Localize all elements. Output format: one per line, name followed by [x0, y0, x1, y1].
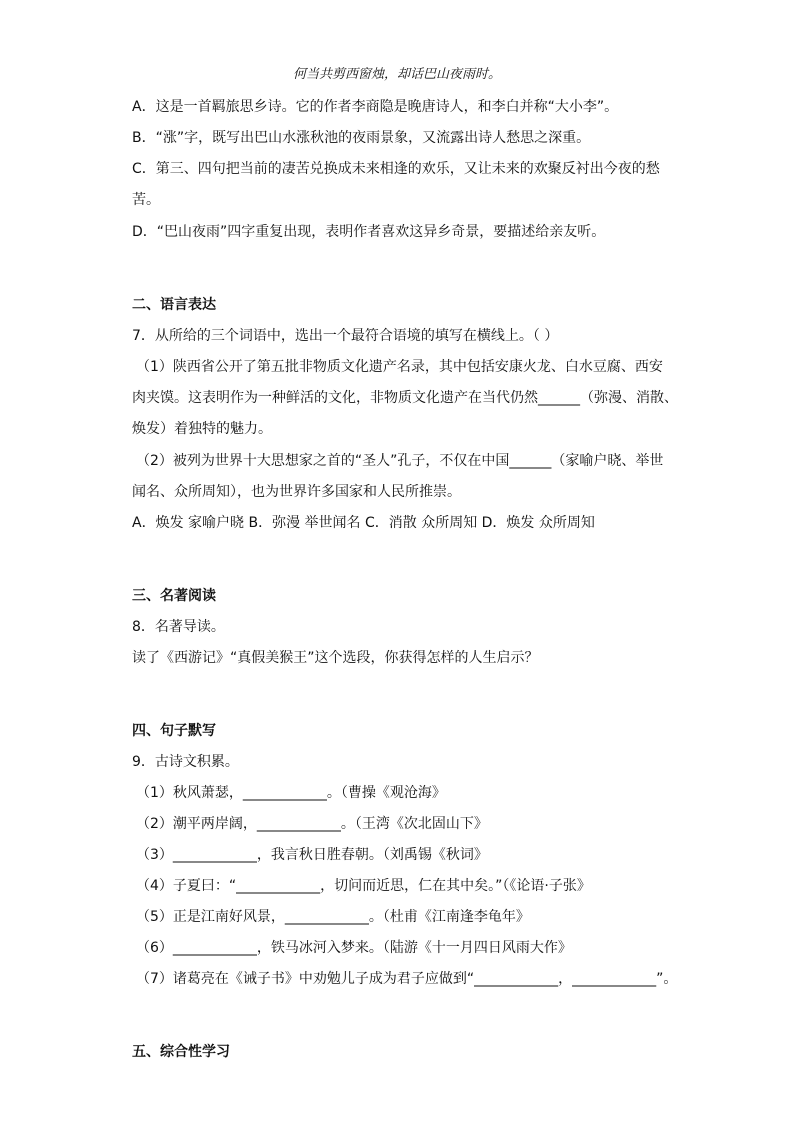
q6-option-c-line2: 苦。: [132, 192, 160, 208]
q8-stem: 8．名著导读。: [132, 619, 225, 635]
section-heading-recitation: 四、句子默写: [132, 723, 216, 739]
section-heading-classics-reading: 三、名著阅读: [132, 588, 216, 604]
q6-option-c-line1: C．第三、四句把当前的凄苦兑换成未来相逢的欢乐，又让未来的欢聚反衬出今夜的愁: [132, 161, 660, 177]
q7-part2-line2: 闻名、众所周知），也为世界许多国家和人民所推崇。: [132, 484, 461, 500]
q9-item: （4）子夏曰：“____________，切问而近思，仁在其中矣。”（《论语·子张》: [136, 878, 591, 894]
q9-item: （1）秋风萧瑟，____________。（曹操《观沧海》: [136, 785, 446, 801]
section-heading-comprehensive-learning: 五、综合性学习: [132, 1044, 230, 1060]
q7-part1-line1: （1）陕西省公开了第五批非物质文化遗产名录，其中包括安康火龙、白水豆腐、西安: [136, 359, 663, 375]
poem-line: 何当共剪西窗烛，却话巴山夜雨时。: [292, 67, 501, 82]
q8-text: 读了《西游记》“真假美猴王”这个选段，你获得怎样的人生启示？: [132, 650, 539, 666]
q6-option-d: D．“巴山夜雨”四字重复出现，表明作者喜欢这异乡奇景，要描述给亲友听。: [132, 224, 606, 240]
q7-options: A．焕发 家喻户晓 B．弥漫 举世闻名 C．消散 众所周知 D．焕发 众所周知: [132, 515, 595, 531]
q9-item: （6）____________，铁马冰河入梦来。（陆游《十一月四日风雨大作》: [136, 940, 572, 956]
q9-item: （7）诸葛亮在《诫子书》中劝勉儿子成为君子应做到“____________，____________”。: [136, 971, 678, 987]
q9-item: （3）____________，我言秋日胜春朝。（刘禹锡《秋词》: [136, 847, 488, 863]
q7-stem: 7．从所给的三个词语中，选出一个最符合语境的填写在横线上。（ ）: [132, 328, 559, 344]
q7-part2-line1: （2）被列为世界十大思想家之首的“圣人”孔子，不仅在中国______（家喻户晓、举世: [136, 453, 664, 469]
q9-stem: 9．古诗文积累。: [132, 754, 239, 770]
q7-part1-line2: 肉夹馍。这表明作为一种鲜活的文化，非物质文化遗产在当代仍然______（弥漫、消散、: [132, 390, 678, 406]
q9-item: （2）潮平两岸阔，____________。（王湾《次北固山下》: [136, 816, 488, 832]
q7-part1-line3: 焕发）着独特的魅力。: [132, 421, 272, 437]
section-heading-language-expression: 二、语言表达: [132, 297, 216, 313]
q9-item: （5）正是江南好风景，____________。（杜甫《江南逢李龟年》: [136, 909, 530, 925]
q6-option-b: B．“涨”字，既写出巴山水涨秋池的夜雨景象，又流露出诗人愁思之深重。: [132, 130, 591, 146]
q6-option-a: A．这是一首羁旅思乡诗。它的作者李商隐是晚唐诗人，和李白并称“大小李”。: [132, 99, 619, 115]
